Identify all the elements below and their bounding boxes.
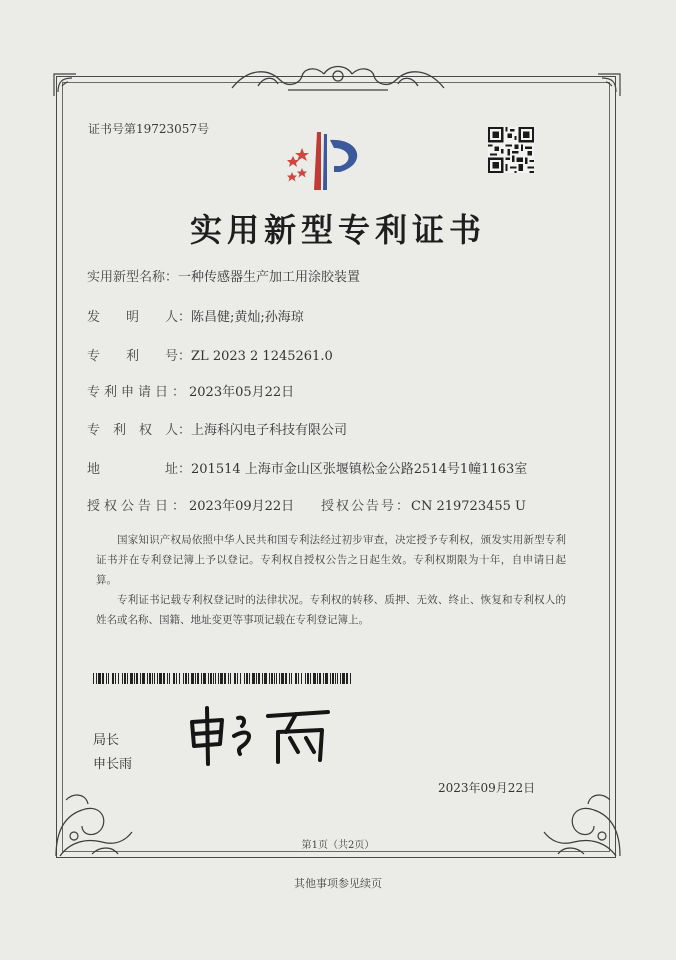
inventor-label: 发 明 人： xyxy=(87,310,192,325)
patentee-label: 专 利 权 人： xyxy=(87,423,192,438)
patent-number-row xyxy=(87,345,333,364)
corner-ornament-top-right-icon xyxy=(596,72,622,98)
announcement-number-label: 授权公告号： xyxy=(321,499,412,514)
top-ornament-icon xyxy=(228,62,448,94)
address-row xyxy=(87,458,527,477)
continuation-note: 其他事项参见续页 xyxy=(294,877,382,890)
cnipa-emblem-icon xyxy=(278,126,370,196)
barcode-icon xyxy=(93,673,351,684)
filing-date-label: 专利申请日： xyxy=(87,385,190,400)
inventor-value: 陈昌健;黄灿;孙海琼 xyxy=(191,310,304,325)
utility-model-name-label: 实用新型名称： xyxy=(87,270,179,285)
corner-ornament-top-left-icon xyxy=(52,72,78,98)
qr-code-icon xyxy=(488,127,534,173)
certificate-number: 证书号第19723057号 xyxy=(88,122,210,136)
announcement-date-row xyxy=(87,495,294,514)
certificate-title: 实用新型专利证书 xyxy=(189,211,486,249)
notice-paragraph-2: 专利证书记载专利权登记时的法律状况。专利权的转移、质押、无效、终止、恢复和专利权人的姓名或名称、国籍、地址变更等事项记载在专利登记簿上。 xyxy=(96,594,566,626)
inventor-row xyxy=(87,306,304,325)
official-name: 申长雨 xyxy=(93,757,133,772)
patent-number-label: 专 利 号： xyxy=(87,349,192,364)
patentee-row xyxy=(87,419,347,438)
director-signature-icon xyxy=(186,702,336,774)
official-position: 局长 xyxy=(93,733,120,748)
patent-number-value: ZL 2023 2 1245261.0 xyxy=(191,349,333,364)
page-indicator: 第1页（共2页） xyxy=(301,840,375,851)
address-value: 201514 上海市金山区张堰镇松金公路2514号1幢1163室 xyxy=(191,462,528,477)
announcement-number-row xyxy=(321,495,526,514)
announcement-date-value: 2023年09月22日 xyxy=(189,499,295,514)
filing-date-value: 2023年05月22日 xyxy=(189,385,295,400)
patentee-value: 上海科闪电子科技有限公司 xyxy=(191,423,348,438)
signing-date: 2023年09月22日 xyxy=(438,781,536,795)
announcement-number-value: CN 219723455 U xyxy=(411,499,526,514)
utility-model-name-row xyxy=(87,266,360,285)
filing-date-row xyxy=(87,381,294,400)
utility-model-name-value: 一种传感器生产加工用涂胶装置 xyxy=(178,270,361,285)
address-label: 地 址： xyxy=(87,462,192,477)
announcement-date-label: 授权公告日： xyxy=(87,499,190,514)
notice-paragraph-1: 国家知识产权局依照中华人民共和国专利法经过初步审查，决定授予专利权，颁发实用新型专利证书并在专利登记簿上予以登记。专利权自授权公告之日起生效。专利权期限为十年，自申请日起算。 xyxy=(96,534,566,586)
